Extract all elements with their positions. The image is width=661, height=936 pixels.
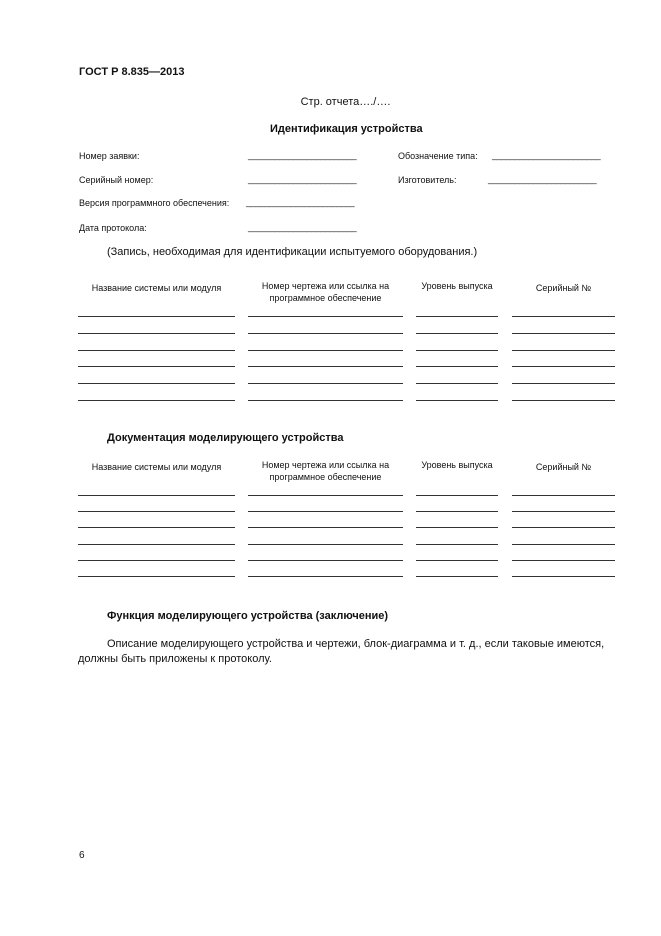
blank-line [416,366,498,367]
blank-line [78,333,235,334]
request-number-blank: ________________________ [248,150,357,160]
blank-line [512,560,615,561]
blank-line [248,333,403,334]
blank-line [416,333,498,334]
blank-line [248,400,403,401]
blank-line [416,560,498,561]
blank-line [512,495,615,496]
software-version-label: Версия программного обеспечения: [79,198,230,208]
type-designation-blank: ________________________ [492,150,601,160]
blank-line [512,400,615,401]
blank-line [78,511,235,512]
blank-line [248,544,403,545]
table2-header-serial: Серийный № [535,462,592,472]
blank-line [512,316,615,317]
blank-line [248,495,403,496]
standard-number: ГОСТ Р 8.835—2013 [79,66,185,78]
blank-line [416,495,498,496]
blank-line [78,383,235,384]
documentation-title: Документация моделирующего устройства [107,432,344,444]
blank-line [416,316,498,317]
blank-line [416,383,498,384]
blank-line [78,350,235,351]
function-title: Функция моделирующего устройства (заключение) [107,610,389,622]
table2-header-system: Название системы или модуля [91,462,222,472]
table1-header-release: Уровень выпуска [421,281,493,291]
protocol-date-blank: ________________________ [248,222,357,232]
blank-line [248,511,403,512]
blank-line [248,576,403,577]
manufacturer-blank: ________________________ [488,174,597,184]
blank-line [416,400,498,401]
blank-line [512,576,615,577]
blank-line [248,366,403,367]
blank-line [78,544,235,545]
serial-number-label: Серийный номер: [79,175,154,185]
page-number: 6 [79,850,85,861]
protocol-date-label: Дата протокола: [79,223,147,233]
blank-line [512,366,615,367]
blank-line [512,511,615,512]
blank-line [416,511,498,512]
blank-line [78,560,235,561]
identification-title: Идентификация устройства [270,123,423,135]
blank-line [416,350,498,351]
blank-line [512,527,615,528]
table2-header-drawing: Номер чертежа или ссылка на программное обеспечение [261,460,390,482]
table1-header-system: Название системы или модуля [91,283,222,293]
serial-number-blank: ________________________ [248,174,357,184]
blank-line [512,383,615,384]
blank-line [78,316,235,317]
software-version-blank: ________________________ [246,197,355,207]
blank-line [416,527,498,528]
identification-note: (Запись, необходимая для идентификации испытуемого оборудования.) [107,246,478,258]
table1-header-serial: Серийный № [535,283,592,293]
blank-line [248,527,403,528]
report-page-reference: Стр. отчета…./…. [300,96,391,108]
blank-line [78,366,235,367]
blank-line [78,400,235,401]
blank-line [512,350,615,351]
table2-header-release: Уровень выпуска [421,460,493,470]
blank-line [512,333,615,334]
request-number-label: Номер заявки: [79,151,140,161]
blank-line [78,527,235,528]
blank-line [512,544,615,545]
blank-line [416,576,498,577]
blank-line [248,383,403,384]
blank-line [248,560,403,561]
blank-line [248,350,403,351]
function-description: Описание моделирующего устройства и чертежи, блок-диаграмма и т. д., если таковые имеются, должны быть приложены к протоколу. [78,638,605,665]
table1-header-drawing: Номер чертежа или ссылка на программное обеспечение [261,281,390,303]
manufacturer-label: Изготовитель: [398,175,457,185]
blank-line [248,316,403,317]
blank-line [78,576,235,577]
blank-line [416,544,498,545]
type-designation-label: Обозначение типа: [398,151,478,161]
blank-line [78,495,235,496]
